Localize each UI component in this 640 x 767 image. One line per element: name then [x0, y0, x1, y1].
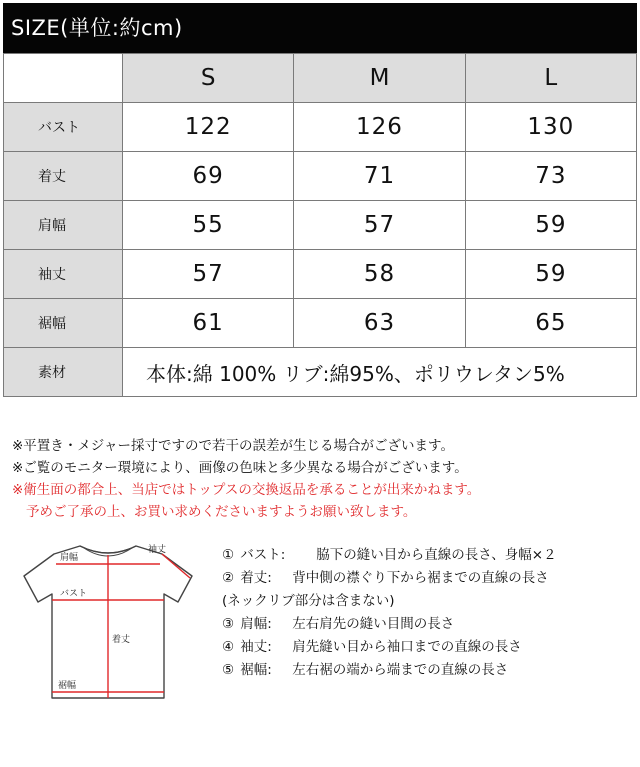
cell-value: 55 — [123, 201, 294, 250]
table-row-material — [4, 348, 637, 397]
cell-value: 59 — [465, 201, 636, 250]
legend-item: (ネックリブ部分は含まない) — [222, 593, 395, 609]
shoulder-label: 肩幅 — [60, 553, 79, 563]
corner-cell — [4, 54, 123, 103]
row-label: 裾幅 — [4, 299, 123, 348]
sleeve-label: 袖丈 — [148, 545, 167, 555]
note-no-returns: ※衛生面の都合上、当店ではトップスの交換返品を承ることが出来かねます。 — [12, 482, 481, 498]
row-label: 肩幅 — [4, 201, 123, 250]
table-row-sleeve — [4, 250, 637, 299]
row-label: 素材 — [4, 348, 123, 397]
cell-value: 63 — [294, 299, 465, 348]
cell-value: 69 — [123, 152, 294, 201]
cell-value: 71 — [294, 152, 465, 201]
legend-item: ① バスト: 脇下の縫い目から直線の長さ、身幅×２ — [222, 547, 557, 563]
table-row-bust — [4, 103, 637, 152]
size-table — [3, 53, 637, 397]
table-header-row — [4, 54, 637, 103]
table-row-hem — [4, 299, 637, 348]
cell-value: 57 — [294, 201, 465, 250]
cell-value: 130 — [465, 103, 636, 152]
note-monitor: ※ご覧のモニター環境により、画像の色味と多少異なる場合がございます。 — [12, 460, 468, 476]
cell-value: 61 — [123, 299, 294, 348]
tshirt-diagram — [18, 538, 198, 708]
legend-item: ② 着丈: 背中側の襟ぐり下から裾までの直線の長さ — [222, 570, 549, 586]
cell-value: 126 — [294, 103, 465, 152]
material-value: 本体:綿 100% リブ:綿95%、ポリウレタン5% — [123, 348, 637, 397]
bust-label: バスト — [60, 589, 88, 599]
hem-label: 裾幅 — [58, 681, 77, 691]
note-measurement: ※平置き・メジャー採寸ですので若干の誤差が生じる場合がございます。 — [12, 438, 454, 454]
row-label: 袖丈 — [4, 250, 123, 299]
legend-item: ⑤ 裾幅: 左右裾の端から端までの直線の長さ — [222, 662, 509, 678]
measurement-legend — [222, 544, 557, 682]
size-chart-title: SIZE(単位:約cm) — [3, 3, 637, 53]
row-label: 着丈 — [4, 152, 123, 201]
legend-item: ③ 肩幅: 左右肩先の縫い目間の長さ — [222, 616, 455, 632]
column-header-s: S — [123, 54, 294, 103]
column-header-l: L — [465, 54, 636, 103]
cell-value: 59 — [465, 250, 636, 299]
cell-value: 73 — [465, 152, 636, 201]
column-header-m: M — [294, 54, 465, 103]
cell-value: 65 — [465, 299, 636, 348]
legend-item: ④ 袖丈: 肩先縫い目から袖口までの直線の長さ — [222, 639, 522, 655]
table-row-length — [4, 152, 637, 201]
cell-value: 58 — [294, 250, 465, 299]
row-label: バスト — [4, 103, 123, 152]
note-acknowledge: 予めご了承の上、お買い求めくださいますようお願い致します。 — [26, 504, 417, 520]
notes — [12, 435, 480, 523]
cell-value: 122 — [123, 103, 294, 152]
cell-value: 57 — [123, 250, 294, 299]
length-label: 着丈 — [112, 635, 131, 645]
table-row-shoulder — [4, 201, 637, 250]
